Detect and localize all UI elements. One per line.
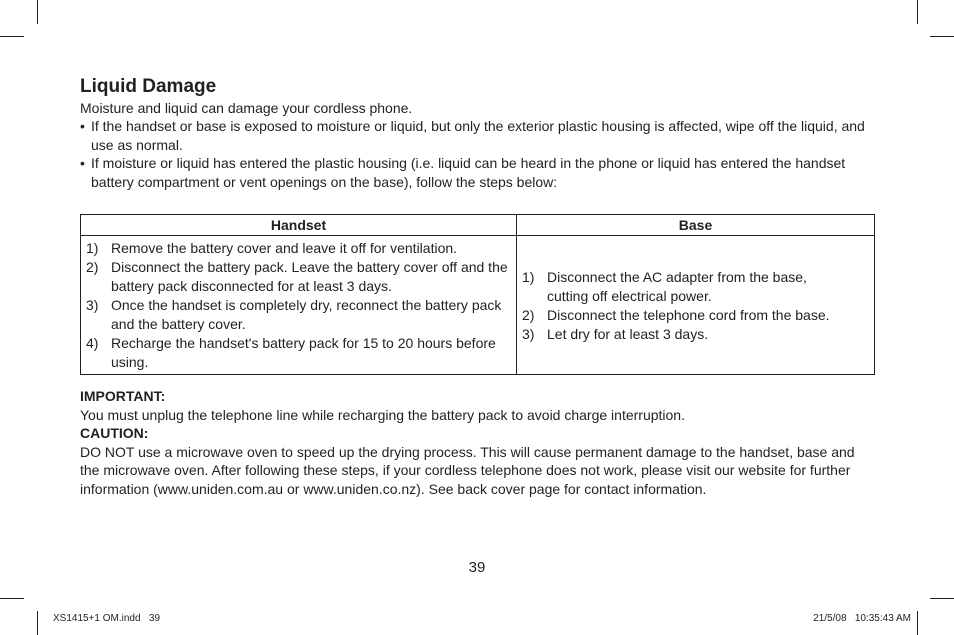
bullet-list [80,117,880,191]
handset-step-list [86,239,510,372]
caution-text: DO NOT use a microwave oven to speed up the drying process. This will cause permanent damage to the handset, base and the microwave oven. After following these steps, if your cordless telephone does not work, please visit our website for further information (www.uniden.com.au or www.uniden.co.nz). See back cover page for contact information. [80,443,855,497]
steps-table [80,214,875,375]
handset-steps-cell [81,236,517,375]
crop-mark-bottom-left-horizontal [0,598,24,599]
caution-label: CAUTION: [80,425,149,441]
base-step: 3) Let dry for at least 3 days. [522,325,709,342]
handset-step: 2) Disconnect the battery pack. Leave the battery cover off and the battery pack disconnected for at least 3 days. [86,259,508,294]
bullet-icon: • [80,155,85,171]
footer-timestamp-slug: 21/5/08 10:35:43 AM [813,613,911,624]
bullet-text: If the handset or base is exposed to moisture or liquid, but only the exterior plastic housing is affected, wipe off the liquid, and use as normal. [91,118,865,153]
intro-text: Moisture and liquid can damage your cordless phone. [80,100,413,116]
section-heading: Liquid Damage [80,76,217,97]
base-steps-cell [517,236,875,375]
bullet-icon: • [80,118,85,134]
important-label: IMPORTANT: [80,388,166,404]
page-number: 39 [468,559,486,576]
base-step-list [522,268,868,344]
column-header-base: Base [517,215,875,236]
crop-mark-top-left-vertical [37,0,38,24]
column-header-handset: Handset [81,215,517,236]
handset-step: 1) Remove the battery cover and leave it off for ventilation. [86,240,458,256]
liquid-damage-section [80,76,880,191]
handset-step: 4) Recharge the handset's battery pack for 15 to 20 hours before using. [86,335,496,370]
crop-mark-bottom-left-vertical [37,611,38,635]
important-text: You must unplug the telephone line while recharging the battery pack to avoid charge interruption. [80,406,685,423]
notes-section [80,387,880,498]
bullet-text: If moisture or liquid has entered the plastic housing (i.e. liquid can be heard in the phone or liquid has entered the handset battery compartment or vent openings on the base), follow the steps below: [91,155,846,190]
footer-file-slug: XS1415+1 OM.indd 39 [53,613,161,624]
bullet-item [80,154,880,191]
base-step: 1) Disconnect the AC adapter from the base, cutting off electrical power. [522,268,807,304]
crop-mark-bottom-right-horizontal [930,598,954,599]
crop-mark-top-left-horizontal [0,36,24,37]
crop-mark-bottom-right-vertical [917,611,918,635]
crop-mark-top-right-horizontal [930,36,954,37]
bullet-item [80,117,880,154]
crop-mark-top-right-vertical [917,0,918,24]
base-step: 2) Disconnect the telephone cord from the base. [522,306,830,323]
handset-step: 3) Once the handset is completely dry, reconnect the battery pack and the battery cover. [86,297,502,332]
